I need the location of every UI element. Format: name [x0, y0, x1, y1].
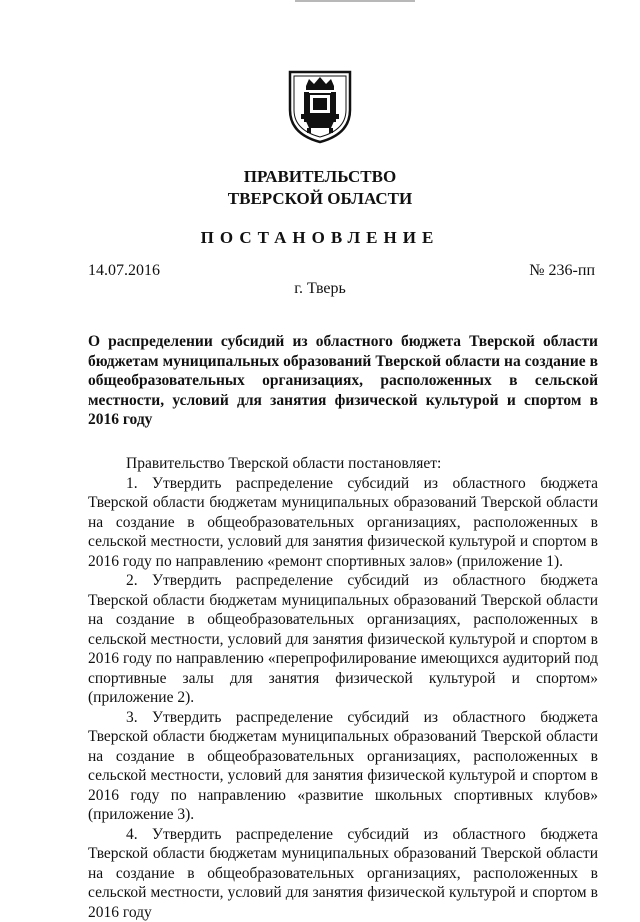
document-city: г. Тверь	[0, 280, 640, 298]
scan-edge	[295, 0, 415, 2]
document-type: ПОСТАНОВЛЕНИЕ	[0, 228, 640, 248]
coat-of-arms-emblem	[287, 68, 353, 144]
document-title: О распределении субсидий из областного бюджета Тверской области бюджетам муниципальных образований Тверской области на создание в общеобразовательных организациях, расположенных в сельской местности, условий для занятия физической культурой и спортом в 2016 году	[88, 332, 598, 430]
document-date: 14.07.2016	[88, 262, 160, 280]
organization-name-line1: ПРАВИТЕЛЬСТВО	[0, 166, 640, 188]
document-number: № 236-пп	[529, 262, 595, 280]
document-body	[88, 454, 598, 922]
paragraph-item-3: 3. Утвердить распределение субсидий из областного бюджета Тверской области бюджетам муниципальных образований Тверской области на создание в общеобразовательных организациях, расположенных в сельской местности, условий для занятия физической культурой и спортом в 2016 году по направлению «развитие школьных спортивных клубов» (приложение 3).	[88, 708, 598, 825]
paragraph-item-2: 2. Утвердить распределение субсидий из областного бюджета Тверской области бюджетам муниципальных образований Тверской области на создание в общеобразовательных организациях, расположенных в сельской местности, условий для занятия физической культурой и спортом в 2016 году по направлению «перепрофилирование имеющихся аудиторий под спортивные залы для занятия физической культурой и спортом» (приложение 2).	[88, 571, 598, 708]
paragraph-item-1: 1. Утвердить распределение субсидий из областного бюджета Тверской области бюджетам муниципальных образований Тверской области на создание в общеобразовательных организациях, расположенных в сельской местности, условий для занятия физической культурой и спортом в 2016 году по направлению «ремонт спортивных залов» (приложение 1).	[88, 474, 598, 572]
organization-name-line2: ТВЕРСКОЙ ОБЛАСТИ	[0, 188, 640, 210]
intro-paragraph: Правительство Тверской области постановляет:	[88, 454, 598, 474]
paragraph-item-4: 4. Утвердить распределение субсидий из областного бюджета Тверской области бюджетам муниципальных образований Тверской области на создание в общеобразовательных организациях, расположенных в сельской местности, условий для занятия физической культурой и спортом в 2016 году	[88, 825, 598, 922]
